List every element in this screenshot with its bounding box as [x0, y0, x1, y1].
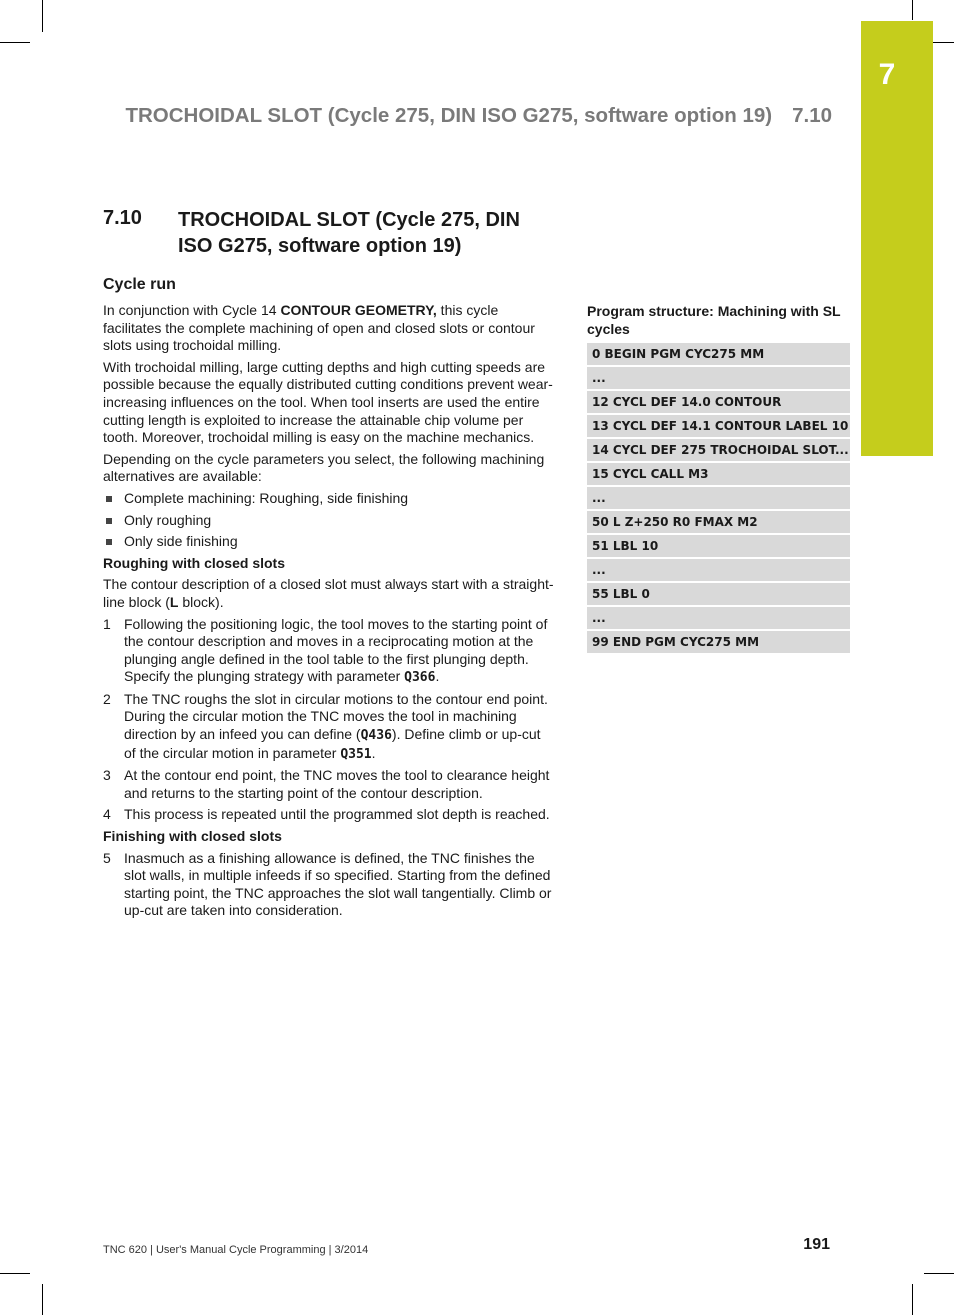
program-row: ... — [587, 607, 850, 629]
program-structure-table — [587, 343, 850, 655]
list-item: Only roughing — [103, 512, 555, 530]
crop-mark — [42, 0, 43, 32]
roughing-steps — [103, 616, 555, 825]
program-row: 12 CYCL DEF 14.0 CONTOUR — [587, 391, 850, 413]
program-row: 13 CYCL DEF 14.1 CONTOUR LABEL 10 — [587, 415, 850, 437]
alternatives-list — [103, 490, 555, 551]
section-number: 7.10 — [103, 207, 142, 229]
program-row: 51 LBL 10 — [587, 535, 850, 557]
page-number: 191 — [803, 1236, 830, 1253]
step-item: 2 The TNC roughs the slot in circular motions to the contour end point. During the circular motion the TNC moves the tool in machining direction by an infeed you can define (Q436). Define climb or up-cut of the circular motion in parameter Q351. — [103, 690, 548, 762]
intro-paragraph-3: Depending on the cycle parameters you select, the following machining alternatives are available: — [103, 450, 545, 485]
crop-mark — [912, 1284, 913, 1315]
program-row: 55 LBL 0 — [587, 583, 850, 605]
running-header — [100, 104, 832, 128]
body-text — [103, 302, 555, 924]
finishing-steps — [103, 850, 555, 920]
program-row: ... — [587, 559, 850, 581]
crop-mark — [924, 1273, 954, 1274]
subheading-cycle-run: Cycle run — [103, 276, 176, 293]
program-row: 50 L Z+250 R0 FMAX M2 — [587, 511, 850, 533]
running-header-section: 7.10 — [792, 104, 832, 127]
program-row: 0 BEGIN PGM CYC275 MM — [587, 343, 850, 365]
parameter-code: Q366 — [404, 670, 436, 686]
section-title: TROCHOIDAL SLOT (Cycle 275, DIN ISO G275, software option 19) — [178, 209, 520, 257]
step-item: 1 Following the positioning logic, the tool moves to the starting point of the contour description and moves in a reciprocating motion at the plunging angle defined in the tool table to the first plunging depth. Specify the plunging strategy with parameter Q366. — [103, 615, 548, 686]
step-item: 4 This process is repeated until the programmed slot depth is reached. — [103, 806, 550, 823]
program-row: 14 CYCL DEF 275 TROCHOIDAL SLOT... — [587, 439, 850, 461]
finishing-heading: Finishing with closed slots — [103, 828, 282, 845]
roughing-heading: Roughing with closed slots — [103, 554, 285, 571]
program-row: 15 CYCL CALL M3 — [587, 463, 850, 485]
footer-text: TNC 620 | User's Manual Cycle Programming | 3/2014 — [103, 1244, 369, 1256]
crop-mark — [0, 42, 30, 43]
intro-paragraph-1: In conjunction with Cycle 14 CONTOUR GEOMETRY, this cycle facilitates the complete machining of open and closed slots or contour slots using trochoidal milling. — [103, 302, 535, 354]
program-row: 99 END PGM CYC275 MM — [587, 631, 850, 653]
program-row: ... — [587, 367, 850, 389]
running-header-title: TROCHOIDAL SLOT (Cycle 275, DIN ISO G275, software option 19) — [125, 104, 773, 127]
crop-mark — [42, 1284, 43, 1315]
list-item: Complete machining: Roughing, side finishing — [103, 490, 555, 508]
crop-mark — [912, 0, 913, 20]
crop-mark — [0, 1273, 30, 1274]
list-item: Only side finishing — [103, 533, 555, 551]
chapter-number: 7 — [878, 58, 896, 91]
program-row: ... — [587, 487, 850, 509]
step-item: 5 Inasmuch as a finishing allowance is defined, the TNC finishes the slot walls, in multiple infeeds if so specified. Starting from the defined starting point, the TNC approaches the slot wall tangentially. Climb or up-cut are taken into consideration. — [103, 849, 552, 919]
program-structure-heading: Program structure: Machining with SL cycles — [587, 303, 841, 337]
step-item: 3 At the contour end point, the TNC moves the tool to clearance height and returns to the starting point of the contour description. — [103, 767, 550, 801]
roughing-paragraph: The contour description of a closed slot must always start with a straight-line block (L block). — [103, 576, 554, 610]
intro-paragraph-2: With trochoidal milling, large cutting depths and high cutting speeds are possible because the equally distributed cutting conditions prevent wear-increasing influences on the tool. When tool inserts are used the entire cutting length is exploited to increase the attainable chip volume per tooth. Moreover, trochoidal milling is easy on the machine mechanics. — [103, 358, 553, 446]
parameter-code: Q351 — [340, 746, 372, 762]
parameter-code: Q436 — [360, 728, 392, 744]
